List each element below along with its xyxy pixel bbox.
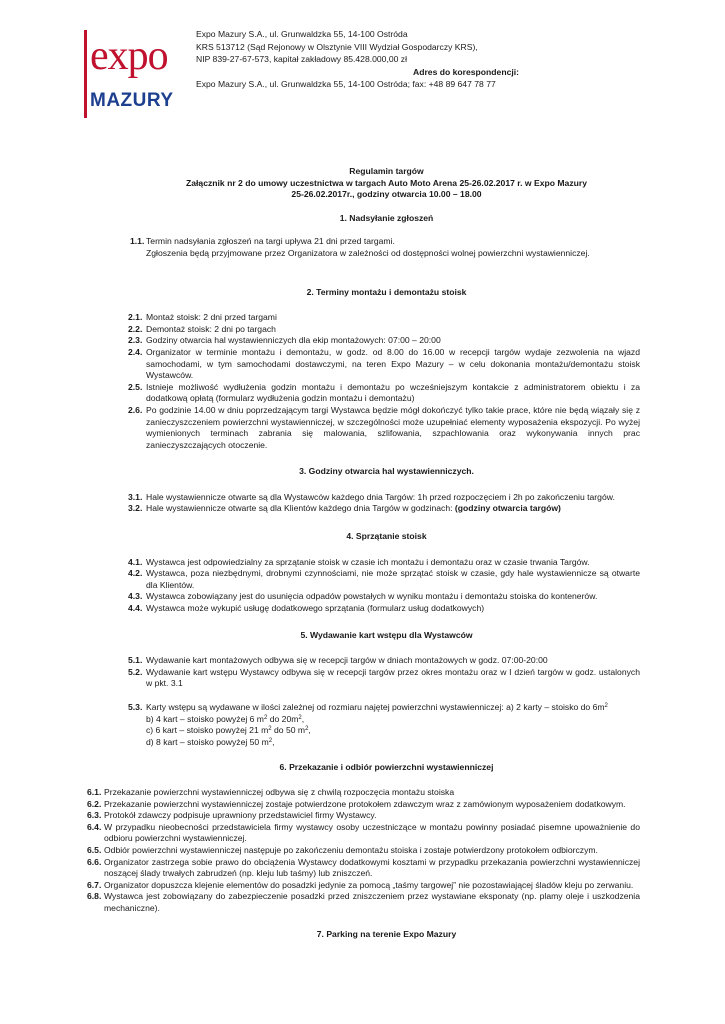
list-item [128, 702, 640, 714]
letterhead [196, 28, 696, 91]
item-number: 3.2. [128, 503, 143, 514]
card-tier-c [146, 725, 725, 737]
item-number: 2.4. [128, 346, 143, 357]
list-item [128, 591, 640, 603]
list-item [87, 845, 640, 857]
item-text: Wystawca może wykupić usługę dodatkowego sprzątania (formularz usług dodatkowych) [146, 603, 485, 614]
document-title [0, 166, 725, 201]
item-text: Przekazanie powierzchni wystawienniczej zostaje potwierdzone protokołem zdawczym wraz z zamówionym wyposażeniem dodatkowym. [104, 798, 626, 809]
section-heading: 1. Nadsyłanie zgłoszeń [339, 212, 434, 223]
superscript-2: 2 [268, 737, 273, 744]
logo-wordmark: expo [90, 33, 168, 79]
item-number: 6.1. [87, 786, 102, 797]
item-number: 5.3. [128, 702, 143, 712]
item-text: Hale wystawiennicze otwarte są dla Wystawców każdego dnia Targów: 1h przed rozpoczęciem i 2h po zakończeniu targów. [146, 491, 615, 502]
superscript-2: 2 [298, 714, 302, 721]
item-text: Wystawca jest zobowiązany do zabezpieczenie posadzki przed zniszczeniem przez wystawiane eksponaty (np. plamy oleje i uszkodzenia mechaniczne). [104, 891, 640, 913]
list-item [87, 787, 640, 799]
item-number: 4.2. [128, 568, 143, 579]
item-number: 2.6. [128, 404, 143, 415]
list-item [87, 857, 640, 880]
list-item [130, 236, 630, 248]
title-line-1: Regulamin targów [349, 166, 424, 176]
item-number: 6.3. [87, 810, 102, 821]
list-item [128, 655, 640, 667]
list-item [128, 347, 640, 382]
section-5 [0, 630, 725, 749]
list-item [128, 382, 640, 405]
company-logo [84, 30, 180, 118]
item-text: Organizator w terminie montażu i demontażu, w godz. od 8.00 do 16.00 w recepcji targów wydaje zezwolenia na wjazd samochodami, w tym samochodami dostawczymi, na teren Expo Mazury – w celu dokonania montażu/demontażu stoisk Wystawców. [146, 346, 640, 381]
tier-d-end: , [272, 736, 275, 747]
item-text: Termin nadsyłania zgłoszeń na targi upływa 21 dni przed targami. [146, 236, 395, 247]
header-nip: NIP 839-27-67-573, kapitał zakładowy 85.428.000,00 zł [196, 54, 408, 64]
list-item [128, 405, 640, 451]
item-text-main: Hale wystawiennicze otwarte są dla Klientów każdego dnia Targów w godzinach: [146, 503, 455, 514]
item-text: Demontaż stoisk: 2 dni po targach [146, 323, 276, 334]
item-number: 4.3. [128, 591, 143, 602]
section-2 [0, 287, 725, 452]
item-number: 5.1. [128, 655, 143, 666]
item-number: 2.3. [128, 335, 143, 346]
tier-c-text: c) 6 kart – stoisko powyżej 21 m [146, 725, 269, 736]
logo-accent-bar [84, 30, 87, 118]
item-number: 4.4. [128, 603, 143, 614]
item-text: Wydawanie kart montażowych odbywa się w recepcji targów w dniach montażowych w godz. 07:00-20:00 [146, 655, 548, 666]
item-number: 6.5. [87, 844, 102, 855]
list-item [87, 880, 640, 892]
tier-d-text: d) 8 kart – stoisko powyżej 50 m [146, 736, 269, 747]
header-krs: KRS 513712 (Sąd Rejonowy w Olsztynie VIII Wydział Gospodarczy KRS), [196, 41, 478, 52]
item-text: Wystawca, poza niezbędnymi, drobnymi czynnościami, nie może sprzątać stoisk w czasie, gdy hale wystawiennicze są otwarte dla Klientów. [146, 568, 640, 590]
item-number: 6.8. [87, 891, 102, 902]
item-text: Odbiór powierzchni wystawienniczej następuje po zakończeniu demontażu stoiska i zostaje potwierdzony protokołem odbiorczym. [104, 844, 598, 855]
superscript-2: 2 [604, 703, 608, 709]
item-text: Wydawanie kart wstępu Wystawcy odbywa się w recepcji targów przez okres montażu oraz w I dzień targów w godz. ustalonych w pkt. 3.1 [146, 666, 640, 689]
item-number: 6.6. [87, 856, 102, 867]
item-text: Protokół zdawczy podpisuje uprawniony przedstawiciel firmy Wystawcy. [104, 810, 377, 821]
item-number: 6.7. [87, 879, 102, 890]
superscript-2: 2 [268, 726, 272, 733]
item-text: Godziny otwarcia hal wystawienniczych dla ekip montażowych: 07:00 – 20:00 [146, 335, 441, 346]
list-item [87, 891, 640, 914]
list-item [87, 810, 640, 822]
section-1 [0, 213, 725, 260]
list-item [130, 248, 630, 260]
item-text: Wystawca zobowiązany jest do usunięcia odpadów powstałych w wyniku montażu i demontażu stoiska do kontenerów. [146, 591, 598, 602]
title-line-3: 25-26.02.2017r., godziny otwarcia 10.00 – 18.00 [291, 189, 482, 200]
section-heading: 7. Parking na terenie Expo Mazury [316, 928, 457, 939]
item-number: 2.5. [128, 381, 143, 392]
item-number: 6.4. [87, 821, 102, 832]
item-number: 2.2. [128, 323, 143, 334]
superscript-2: 2 [263, 714, 268, 721]
section-7 [0, 929, 725, 941]
item-text [146, 503, 640, 515]
item-number: 5.2. [128, 666, 143, 677]
list-item [128, 557, 640, 569]
section-heading: 5. Wydawanie kart wstępu dla Wystawców [300, 629, 473, 640]
item-number: 2.1. [128, 312, 143, 323]
list-item [128, 568, 640, 591]
tier-b-text-mid: do 20m [267, 713, 299, 724]
title-line-2: Załącznik nr 2 do umowy uczestnictwa w targach Auto Moto Arena 25-26.02.2017 r. w Expo Mazury [186, 177, 587, 188]
item-text-main: Karty wstępu są wydawane w ilości zależnej od rozmiaru najętej powierzchni wystawienniczej: a) 2 karty – stoisko do 6m [146, 702, 605, 712]
item-text: Po godzinie 14.00 w dniu poprzedzającym targi Wystawca będzie mógł dokończyć tylko takie prace, które nie będą wiązały się z zanieczyszczeniem powierzchni wystawienniczej, w szczególności może uzupełniać elementy wyposażenia ekspozycji. Po wyżej wymienionych terminach zabrania się malowania, szlifowania, szpachlowania oraz wykonywania innych prac zanieczyszczających otoczenie. [146, 404, 640, 450]
tier-b-end: , [301, 713, 305, 724]
item-text: Przekazanie powierzchni wystawienniczej odbywa się z chwilą rozpoczęcia montażu stoiska [104, 786, 455, 797]
section-heading: 3. Godziny otwarcia hal wystawienniczych. [299, 466, 474, 477]
item-number [130, 248, 146, 260]
item-text: Wystawca jest odpowiedzialny za sprzątanie stoisk w czasie ich montażu i demontażu oraz w czasie trwania Targów. [146, 556, 590, 567]
header-address: Expo Mazury S.A., ul. Grunwaldzka 55, 14-100 Ostróda [196, 29, 408, 39]
list-item [128, 492, 640, 504]
header-correspondence-label: Adres do korespondencji: [412, 66, 519, 77]
item-number: 3.1. [128, 491, 143, 502]
list-item [128, 503, 640, 515]
card-tier-d [146, 737, 725, 749]
item-number: 6.2. [87, 798, 102, 809]
list-item [128, 335, 640, 347]
section-heading: 6. Przekazanie i odbiór powierzchni wystawienniczej [279, 762, 494, 773]
section-heading: 4. Sprzątanie stoisk [346, 531, 427, 542]
item-text: Organizator dopuszcza klejenie elementów do posadzki jedynie za pomocą „taśmy targowej” nie pozostawiającej śladów kleju po zerwaniu. [104, 879, 634, 890]
card-tier-b [146, 714, 725, 726]
list-item [128, 324, 640, 336]
document-body [0, 166, 725, 940]
logo-subtitle: MAZURY [90, 90, 174, 111]
list-item [87, 822, 640, 845]
tier-b-text: b) 4 kart – stoisko powyżej 6 m [146, 713, 264, 724]
item-text: Montaż stoisk: 2 dni przed targami [146, 312, 277, 323]
item-text: Istnieje możliwość wydłużenia godzin montażu i demontażu po wcześniejszym kontakcie z administratorem obiektu i za dodatkową opłatą (formularz wydłużenia godzin montażu i demontażu) [146, 381, 640, 404]
list-item [128, 667, 640, 690]
list-item [128, 312, 640, 324]
section-heading: 2. Terminy montażu i demontażu stoisk [306, 286, 467, 297]
opening-hours-note: (godziny otwarcia targów) [454, 503, 561, 514]
item-number: 4.1. [128, 556, 143, 567]
section-3 [0, 466, 725, 515]
item-text: Organizator zastrzega sobie prawo do obciążenia Wystawcy dodatkowymi kosztami w przypadku przekazania powierzchni wystawienniczej noszącej ślady trwałych zabrudzeń (np. kleju lub taśmy) lub zniszczeń. [104, 856, 640, 879]
item-text: W przypadku nieobecności przedstawiciela firmy wystawcy osoby uczestniczące w montażu powinny posiadać pisemne upoważnienie do odbioru powierzchni wystawienniczej. [104, 821, 640, 844]
superscript-2: 2 [305, 726, 309, 733]
item-text [146, 702, 640, 714]
item-number: 1.1. [130, 236, 145, 247]
section-6 [0, 762, 725, 914]
item-text: Zgłoszenia będą przyjmowane przez Organizatora w zależności od dostępności wolnej powierzchni wystawienniczej. [146, 247, 590, 258]
section-4 [0, 531, 725, 615]
tier-c-text-mid: do 50 m [271, 725, 306, 736]
list-item [128, 603, 640, 615]
tier-c-end: , [308, 725, 311, 736]
header-correspondence-address: Expo Mazury S.A., ul. Grunwaldzka 55, 14-100 Ostróda; fax: +48 89 647 78 77 [196, 79, 496, 89]
list-item [87, 799, 640, 811]
